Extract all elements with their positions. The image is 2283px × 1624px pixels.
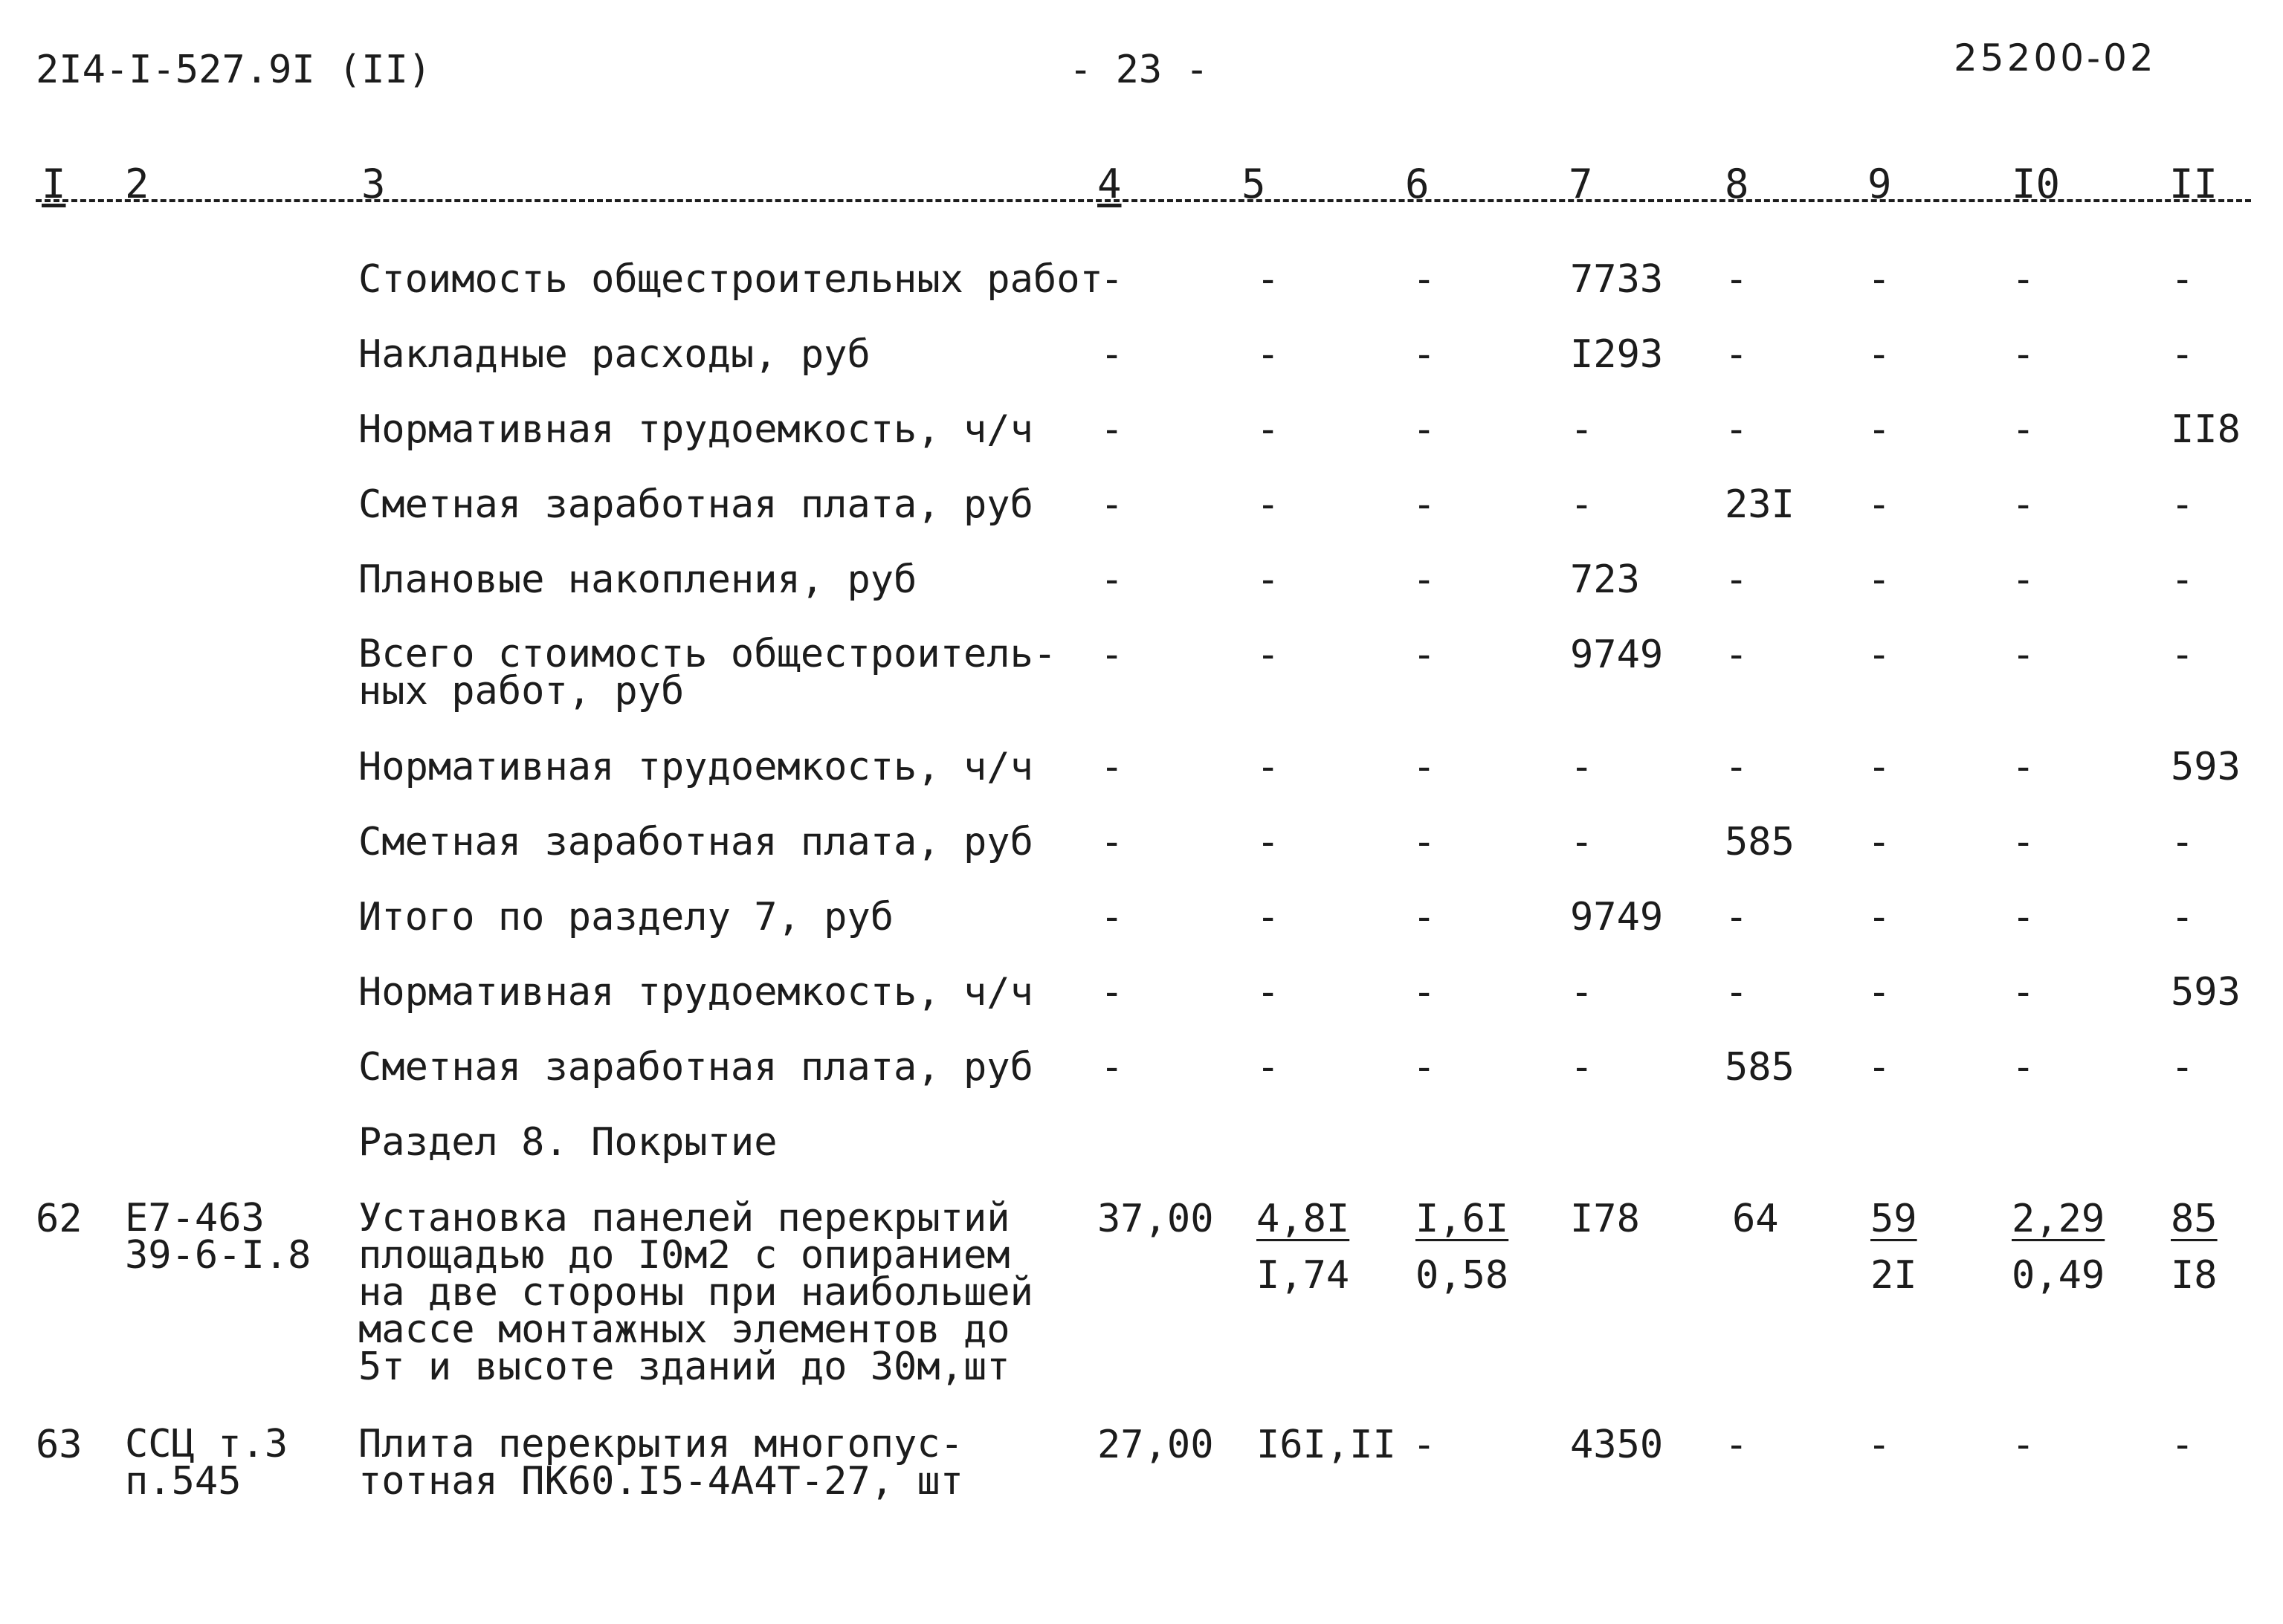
col-header-10: I0 xyxy=(2012,161,2061,207)
cell-col8: - xyxy=(1725,557,1748,602)
cell-col8: - xyxy=(1725,1423,1748,1467)
cell-col7: - xyxy=(1570,820,1594,864)
item-description-line: площадью до I0м2 с опиранием xyxy=(358,1233,1010,1278)
cell-col5-bottom: I,74 xyxy=(1256,1253,1350,1298)
sheet-number: 25200-02 xyxy=(1954,36,2157,80)
item-code: Е7-463 xyxy=(125,1196,265,1240)
cell-col4: - xyxy=(1100,895,1124,939)
col-header-7: 7 xyxy=(1569,161,1593,207)
col-header-1: I xyxy=(42,161,66,207)
cell-col11: - xyxy=(2171,257,2195,302)
cell-col8: 23I xyxy=(1725,482,1795,527)
cell-col5: - xyxy=(1256,332,1280,377)
row-label: Сметная заработная плата, руб xyxy=(358,820,1033,864)
cell-col4: - xyxy=(1100,820,1124,864)
col-header-2: 2 xyxy=(125,161,149,207)
cell-col6: - xyxy=(1412,407,1436,452)
cell-col11-top: 85 xyxy=(2171,1197,2218,1241)
cell-col7: I293 xyxy=(1570,332,1664,377)
row-label: Накладные расходы, руб xyxy=(358,332,871,377)
cell-col9: - xyxy=(1867,1423,1891,1467)
cell-col9: - xyxy=(1867,633,1891,677)
item-description-line: на две стороны при наибольшей xyxy=(358,1270,1033,1315)
cell-col6: - xyxy=(1412,257,1436,302)
cell-col9-bottom: 2I xyxy=(1870,1253,1917,1298)
col-header-4: 4 xyxy=(1097,161,1122,207)
cell-col10-bottom: 0,49 xyxy=(2012,1253,2105,1298)
cell-col8: 585 xyxy=(1725,1045,1795,1090)
cell-col8: - xyxy=(1725,407,1748,452)
cell-col10: - xyxy=(2012,557,2035,602)
cell-col9: - xyxy=(1867,745,1891,789)
cell-col6: - xyxy=(1412,1423,1436,1467)
col-header-11: II xyxy=(2169,161,2218,207)
cell-col6: - xyxy=(1412,895,1436,939)
cell-col5: - xyxy=(1256,1045,1280,1090)
cell-col11: 593 xyxy=(2171,745,2241,789)
cell-col10: - xyxy=(2012,970,2035,1015)
cell-col9: - xyxy=(1867,1045,1891,1090)
cell-col7: 7733 xyxy=(1570,257,1664,302)
cell-col10: - xyxy=(2012,633,2035,677)
item-description-line: массе монтажных элементов до xyxy=(358,1307,1010,1352)
cell-col5: - xyxy=(1256,745,1280,789)
cell-col10: - xyxy=(2012,407,2035,452)
cell-col11: - xyxy=(2171,332,2195,377)
row-label: Плановые накопления, руб xyxy=(358,557,917,602)
cell-col9: - xyxy=(1867,332,1891,377)
cell-col4: - xyxy=(1100,407,1124,452)
cell-col9: - xyxy=(1867,557,1891,602)
cell-col8: - xyxy=(1725,745,1748,789)
row-label: Итого по разделу 7, руб xyxy=(358,895,894,939)
cell-col4: - xyxy=(1100,633,1124,677)
cell-col9: - xyxy=(1867,895,1891,939)
row-label: Нормативная трудоемкость, ч/ч xyxy=(358,970,1033,1015)
cell-col8: 64 xyxy=(1732,1197,1779,1241)
cell-col9: - xyxy=(1867,970,1891,1015)
cell-col9: - xyxy=(1867,820,1891,864)
cell-col5: - xyxy=(1256,482,1280,527)
cell-col6: - xyxy=(1412,557,1436,602)
row-label: Сметная заработная плата, руб xyxy=(358,1045,1033,1090)
cell-col7: I78 xyxy=(1570,1197,1640,1241)
cell-col5: - xyxy=(1256,633,1280,677)
cell-col11: - xyxy=(2171,482,2195,527)
cell-col6: - xyxy=(1412,745,1436,789)
cell-col10: - xyxy=(2012,745,2035,789)
item-code: ССЦ т.3 xyxy=(125,1422,288,1466)
cell-col10: - xyxy=(2012,820,2035,864)
item-code: п.545 xyxy=(125,1459,242,1504)
row-label: Нормативная трудоемкость, ч/ч xyxy=(358,745,1033,789)
item-description-line: Плита перекрытия многопус- xyxy=(358,1422,963,1466)
cell-col5: - xyxy=(1256,970,1280,1015)
cell-col5: - xyxy=(1256,820,1280,864)
cell-col4: - xyxy=(1100,557,1124,602)
cell-col6: - xyxy=(1412,1045,1436,1090)
row-label: Сметная заработная плата, руб xyxy=(358,482,1033,527)
cell-col6: - xyxy=(1412,482,1436,527)
cell-col8: - xyxy=(1725,332,1748,377)
cell-col6-top: I,6I xyxy=(1415,1197,1509,1241)
col-header-6: 6 xyxy=(1405,161,1430,207)
cell-col11: - xyxy=(2171,1423,2195,1467)
cell-col6: - xyxy=(1412,970,1436,1015)
cell-col10: - xyxy=(2012,257,2035,302)
cell-col4: - xyxy=(1100,257,1124,302)
cell-col9-top: 59 xyxy=(1870,1197,1917,1241)
cell-col5: - xyxy=(1256,257,1280,302)
section-title: Раздел 8. Покрытие xyxy=(358,1120,778,1165)
cell-col4: - xyxy=(1100,332,1124,377)
item-description-line: 5т и высоте зданий до 30м,шт xyxy=(358,1345,1010,1389)
cell-col7: - xyxy=(1570,745,1594,789)
item-description-line: Установка панелей перекрытий xyxy=(358,1196,1010,1240)
cell-col8: 585 xyxy=(1725,820,1795,864)
document-code: 2I4-I-527.9I (II) xyxy=(36,48,432,92)
cell-col7: - xyxy=(1570,407,1594,452)
cell-col7: 9749 xyxy=(1570,633,1664,677)
cell-col8: - xyxy=(1725,895,1748,939)
cell-col9: - xyxy=(1867,407,1891,452)
col-header-9: 9 xyxy=(1867,161,1892,207)
cell-col5: - xyxy=(1256,407,1280,452)
cell-col11: 593 xyxy=(2171,970,2241,1015)
item-description-line: тотная ПК60.I5-4А4Т-27, шт xyxy=(358,1459,963,1504)
cell-col4: 27,00 xyxy=(1097,1423,1214,1467)
col-header-5: 5 xyxy=(1241,161,1266,207)
row-label: Стоимость общестроительных работ xyxy=(358,257,1103,302)
cell-col11: - xyxy=(2171,820,2195,864)
column-header-rule xyxy=(36,199,2251,202)
cell-col11: II8 xyxy=(2171,407,2241,452)
cell-col8: - xyxy=(1725,633,1748,677)
col-header-3: 3 xyxy=(361,161,386,207)
cell-col10: - xyxy=(2012,1423,2035,1467)
cell-col6: - xyxy=(1412,633,1436,677)
cell-col5-top: 4,8I xyxy=(1256,1197,1350,1241)
page-number: - 23 - xyxy=(1069,48,1209,92)
cell-col4: - xyxy=(1100,745,1124,789)
row-label-continued: ных работ, руб xyxy=(358,669,685,714)
cell-col11: - xyxy=(2171,895,2195,939)
cell-col10: - xyxy=(2012,1045,2035,1090)
row-label: Нормативная трудоемкость, ч/ч xyxy=(358,407,1033,452)
cell-col8: - xyxy=(1725,257,1748,302)
cell-col7: 723 xyxy=(1570,557,1640,602)
cell-col6-bottom: 0,58 xyxy=(1415,1253,1509,1298)
cell-col5: I6I,II xyxy=(1256,1423,1396,1467)
cell-col11: - xyxy=(2171,633,2195,677)
cell-col10-top: 2,29 xyxy=(2012,1197,2105,1241)
cell-col7: - xyxy=(1570,1045,1594,1090)
cell-col11: - xyxy=(2171,1045,2195,1090)
cell-col10: - xyxy=(2012,482,2035,527)
cell-col7: - xyxy=(1570,482,1594,527)
cell-col4: 37,00 xyxy=(1097,1197,1214,1241)
item-number: 63 xyxy=(36,1423,83,1467)
cell-col7: 4350 xyxy=(1570,1423,1664,1467)
cell-col7: - xyxy=(1570,970,1594,1015)
cell-col10: - xyxy=(2012,895,2035,939)
row-label: Всего стоимость общестроитель- xyxy=(358,632,1057,676)
cell-col4: - xyxy=(1100,482,1124,527)
cell-col6: - xyxy=(1412,332,1436,377)
col-header-8: 8 xyxy=(1725,161,1749,207)
cell-col7: 9749 xyxy=(1570,895,1664,939)
cell-col9: - xyxy=(1867,482,1891,527)
cell-col5: - xyxy=(1256,895,1280,939)
cell-col10: - xyxy=(2012,332,2035,377)
cell-col5: - xyxy=(1256,557,1280,602)
cell-col4: - xyxy=(1100,1045,1124,1090)
cell-col11-bottom: I8 xyxy=(2171,1253,2218,1298)
item-number: 62 xyxy=(36,1197,83,1241)
item-code: 39-6-I.8 xyxy=(125,1233,311,1278)
cell-col11: - xyxy=(2171,557,2195,602)
cell-col4: - xyxy=(1100,970,1124,1015)
cell-col6: - xyxy=(1412,820,1436,864)
cell-col9: - xyxy=(1867,257,1891,302)
cell-col8: - xyxy=(1725,970,1748,1015)
